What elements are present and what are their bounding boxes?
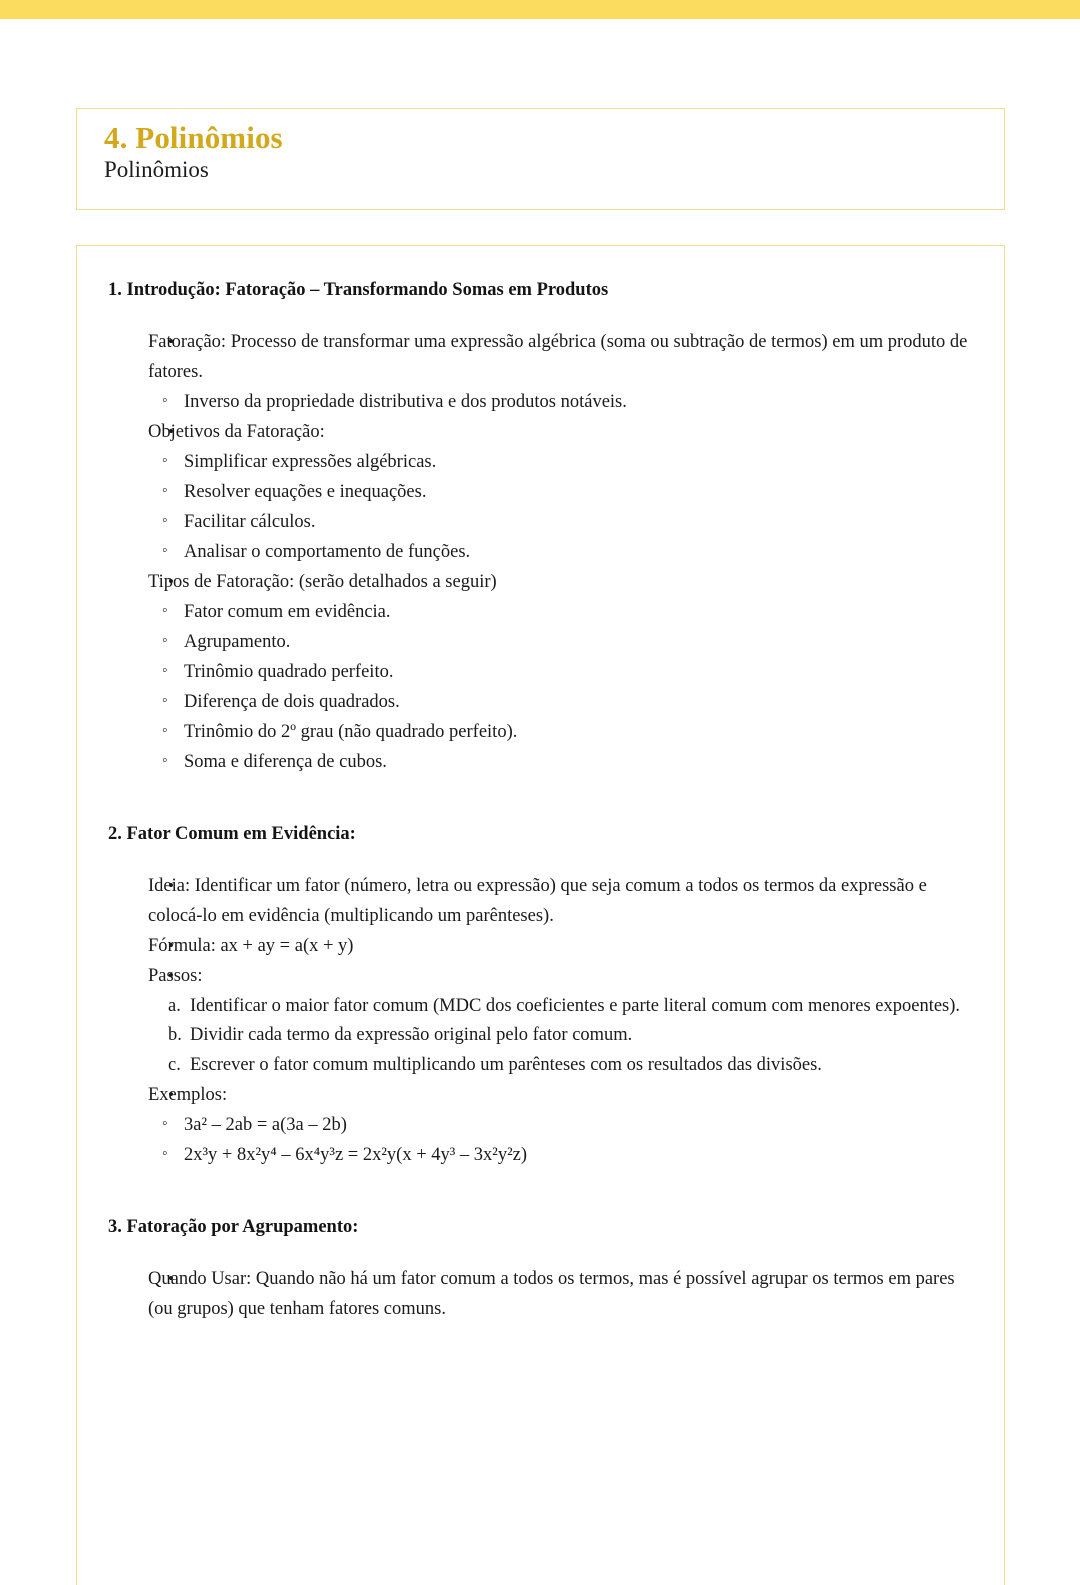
- document-header-inner: [77, 109, 1004, 185]
- document-header-card: [76, 108, 1005, 210]
- sub-list-item: ◦ Analisar o comportamento de funções.: [148, 538, 972, 568]
- lettered-step-list: [148, 992, 972, 1082]
- sub-list-item: ◦ Fator comum em evidência.: [148, 598, 972, 628]
- sub-list-item: ◦ 2x³y + 8x²y⁴ – 6x⁴y³z = 2x²y(x + 4y³ – 3x²y²z): [148, 1141, 972, 1171]
- sub-list-item: ◦ Soma e diferença de cubos.: [148, 748, 972, 778]
- bullet-list: [108, 872, 972, 1172]
- sub-list-item: ◦ Agrupamento.: [148, 628, 972, 658]
- sub-list-item: ◦ Diferença de dois quadrados.: [148, 688, 972, 718]
- lettered-step-item: Dividir cada termo da expressão original pelo fator comum.: [190, 1025, 633, 1046]
- sub-list-item: ◦ Resolver equações e inequações.: [148, 478, 972, 508]
- page-title: 4. Polinômios: [104, 120, 283, 155]
- list-item-text: • Fórmula: ax + ay = a(x + y): [148, 932, 972, 962]
- list-item: [108, 872, 972, 932]
- list-item-text: • Ideia: Identificar um fator (número, letra ou expressão) que seja comum a todos os termos da expressão e colocá-lo em evidência (multiplicando um parênteses).: [148, 872, 972, 932]
- sub-bullet-list: [148, 448, 972, 568]
- list-item-text: • Passos:: [148, 962, 972, 992]
- list-item-text: • Objetivos da Fatoração:: [148, 418, 972, 448]
- sub-list-item: ◦ Simplificar expressões algébricas.: [148, 448, 972, 478]
- bullet-list: [108, 1265, 972, 1325]
- list-item: [108, 932, 972, 962]
- list-item: [108, 328, 972, 418]
- document-content: [77, 246, 1004, 1325]
- sub-bullet-list: [148, 1111, 972, 1171]
- list-item: [108, 1081, 972, 1171]
- list-item-text: • Exemplos:: [148, 1081, 972, 1111]
- list-item: [108, 962, 972, 1082]
- list-item: [108, 1265, 972, 1325]
- sub-list-item: ◦ 3a² – 2ab = a(3a – 2b): [148, 1111, 972, 1141]
- top-accent-band: [0, 0, 1080, 19]
- sub-list-item: ◦ Trinômio do 2º grau (não quadrado perfeito).: [148, 718, 972, 748]
- sub-list-item: ◦ Inverso da propriedade distributiva e dos produtos notáveis.: [148, 388, 972, 418]
- sub-bullet-list: [148, 388, 972, 418]
- sub-bullet-list: [148, 598, 972, 778]
- section-heading: 3. Fatoração por Agrupamento:: [108, 1217, 359, 1238]
- document-content-card: [76, 245, 1005, 1585]
- lettered-step-item: Identificar o maior fator comum (MDC dos coeficientes e parte literal comum com menores expoentes).: [190, 995, 961, 1016]
- bullet-list: [108, 328, 972, 778]
- lettered-step-item: Escrever o fator comum multiplicando um parênteses com os resultados das divisões.: [190, 1055, 822, 1076]
- sub-list-item: ◦ Facilitar cálculos.: [148, 508, 972, 538]
- list-item-text: • Fatoração: Processo de transformar uma expressão algébrica (soma ou subtração de termos) em um produto de fatores.: [148, 328, 972, 388]
- section-heading: 2. Fator Comum em Evidência:: [108, 823, 356, 844]
- list-item: [108, 418, 972, 568]
- list-item: [108, 568, 972, 778]
- page-subtitle: Polinômios: [104, 157, 209, 183]
- list-item-text: • Quando Usar: Quando não há um fator comum a todos os termos, mas é possível agrupar os termos em pares (ou grupos) que tenham fatores comuns.: [148, 1265, 972, 1325]
- section-heading: 1. Introdução: Fatoração – Transformando Somas em Produtos: [108, 280, 609, 300]
- sub-list-item: ◦ Trinômio quadrado perfeito.: [148, 658, 972, 688]
- list-item-text: • Tipos de Fatoração: (serão detalhados a seguir): [148, 568, 972, 598]
